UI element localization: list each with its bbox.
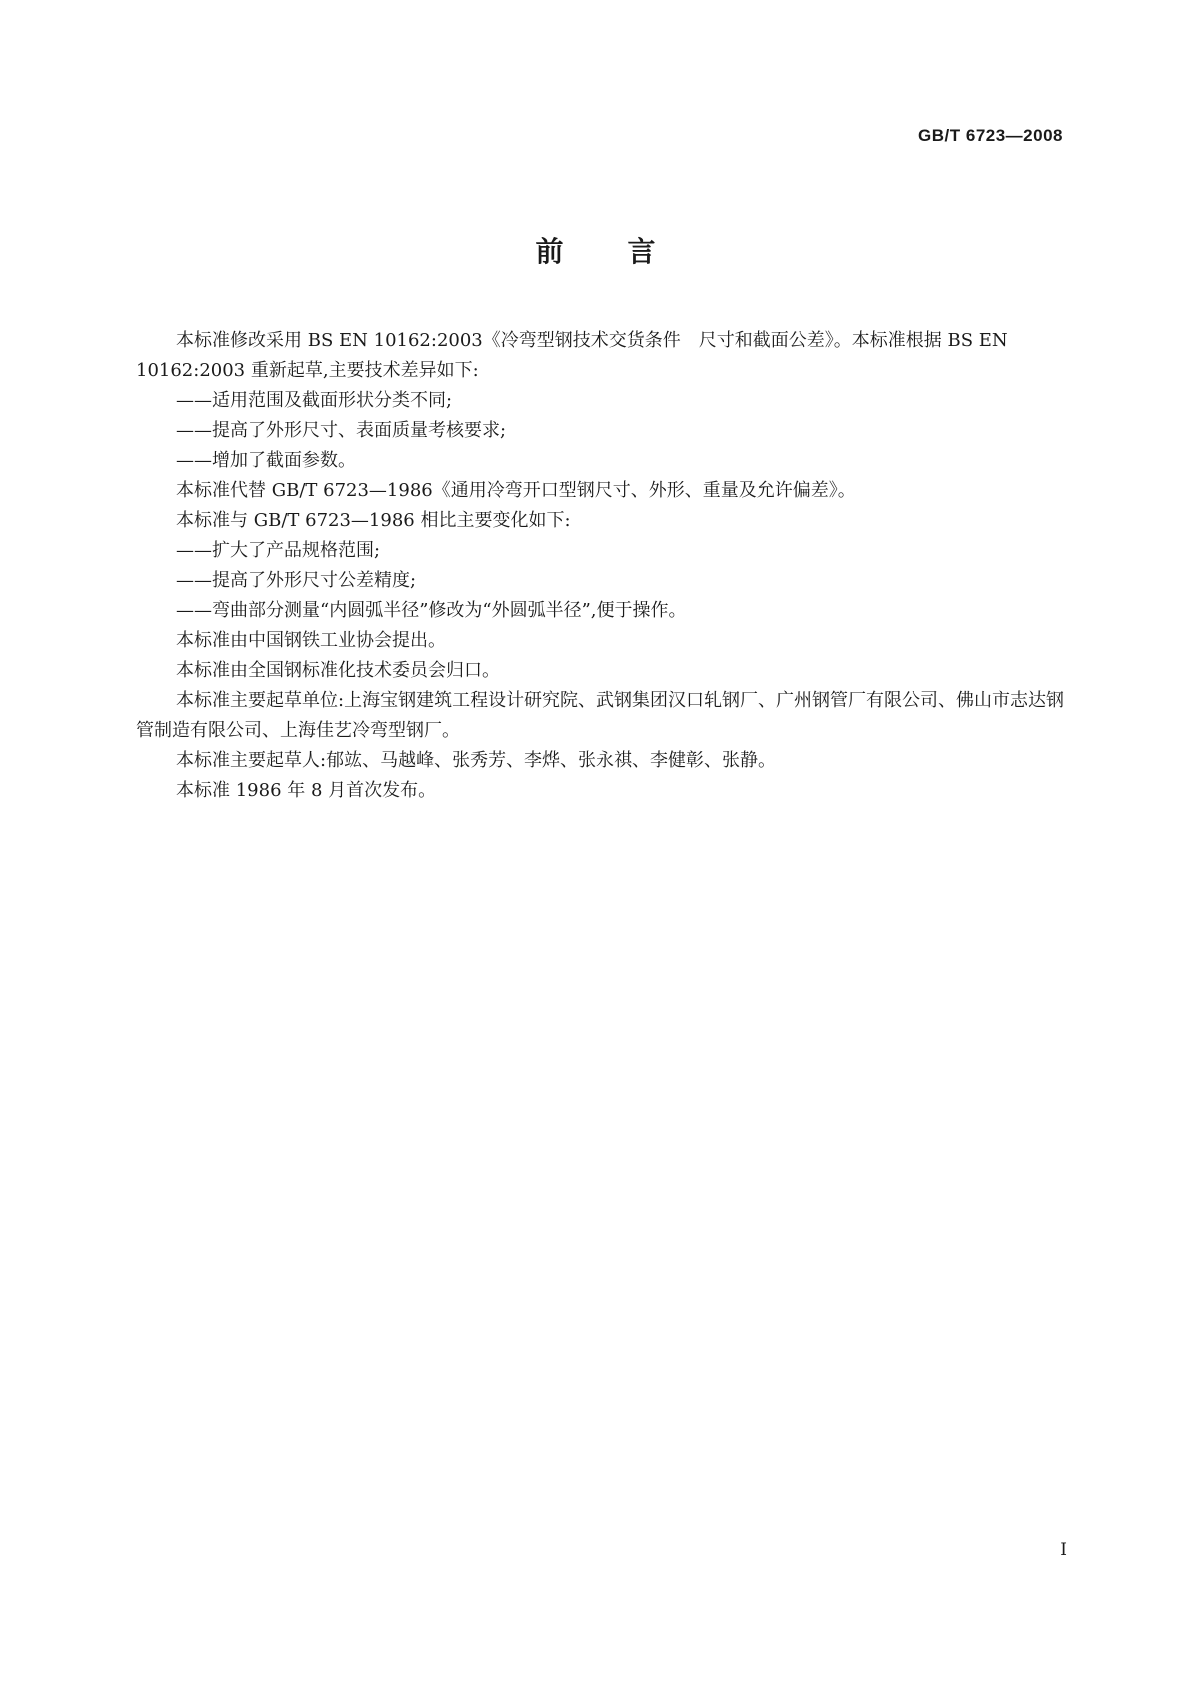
paragraph-adoption: 本标准修改采用 BS EN 10162:2003《冷弯型钢技术交货条件 尺寸和截面公差》。本标准根据 BS EN 10162:2003 重新起草,主要技术差异如下: [136,330,1008,381]
paragraph-changes-intro: 本标准与 GB/T 6723—1986 相比主要变化如下: [176,510,571,531]
paragraph-managed-by: 本标准由全国钢标准化技术委员会归口。 [176,660,500,681]
paragraph-replaces: 本标准代替 GB/T 6723—1986《通用冷弯开口型钢尺寸、外形、重量及允许偏差》。 [176,480,856,501]
paragraph-change-1: ——扩大了产品规格范围; [176,540,381,561]
paragraph-change-2: ——提高了外形尺寸公差精度; [176,570,417,591]
paragraph-drafting-units: 本标准主要起草单位:上海宝钢建筑工程设计研究院、武钢集团汉口轧钢厂、广州钢管厂有限公司、佛山市志达钢管制造有限公司、上海佳艺冷弯型钢厂。 [136,690,1065,741]
paragraph-proposed-by: 本标准由中国钢铁工业协会提出。 [176,630,446,651]
paragraph-diff-2: ——提高了外形尺寸、表面质量考核要求; [176,420,507,441]
standard-code: GB/T 6723—2008 [918,126,1063,145]
paragraph-drafters: 本标准主要起草人:郁竑、马越峰、张秀芳、李烨、张永祺、李健彰、张静。 [176,750,777,771]
paragraph-change-3: ——弯曲部分测量“内圆弧半径”修改为“外圆弧半径”,便于操作。 [176,600,687,621]
paragraph-diff-3: ——增加了截面参数。 [176,450,356,471]
page-number: I [1060,1540,1067,1560]
paragraph-diff-1: ——适用范围及截面形状分类不同; [176,390,453,411]
page-title: 前言 [535,235,720,268]
paragraph-first-issued: 本标准 1986 年 8 月首次发布。 [176,780,437,801]
foreword-body [136,326,1066,806]
